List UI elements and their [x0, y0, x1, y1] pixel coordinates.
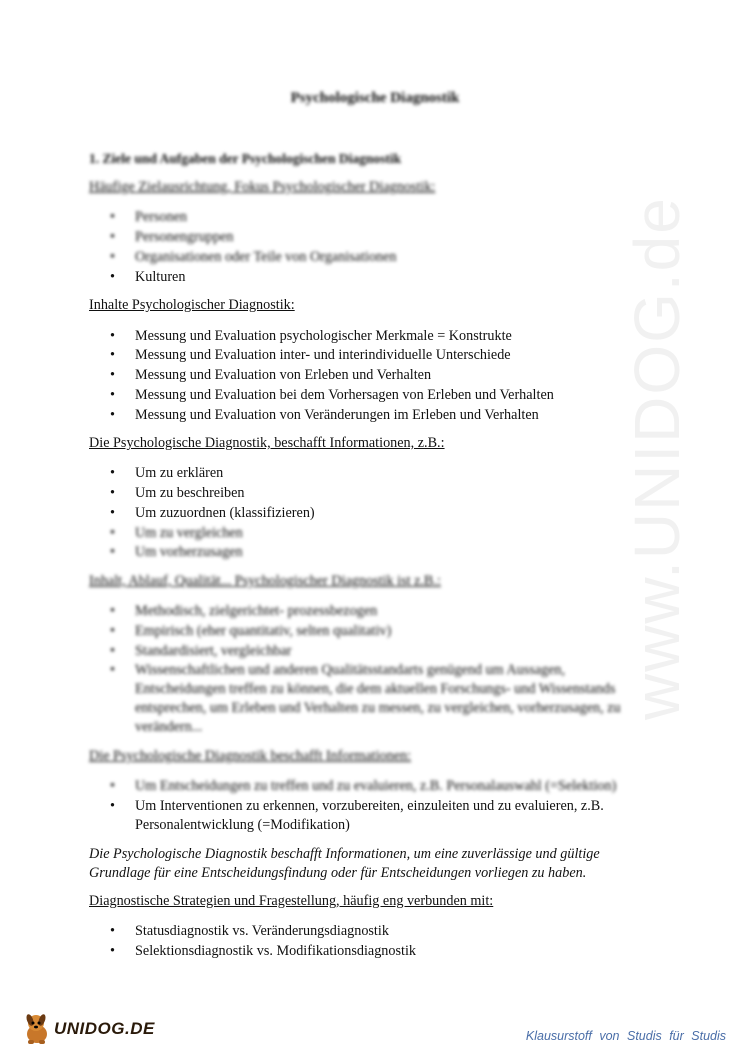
list-item: • Wissenschaftlichen und anderen Qualitätsstandarts genügend um Aussagen, [135, 661, 565, 681]
purpose-heading: Die Psychologische Diagnostik, beschafft Informationen, z.B.: [89, 435, 445, 451]
list-item: • Standardisiert, vergleichbar [135, 642, 292, 662]
list-item: • Personen [135, 208, 187, 228]
italic-paragraph-line: Grundlage für eine Entscheidungsfindung oder für Entscheidungen vorliegen zu haben. [89, 865, 587, 881]
document-title: Psychologische Diagnostik [290, 90, 460, 106]
quality-heading: Inhalt, Ablauf, Qualität... Psychologischer Diagnostik ist z.B.: [89, 573, 441, 589]
list-item: • Empirisch (eher quantitativ, selten qualitativ) [135, 622, 391, 642]
list-item: • Um Interventionen zu erkennen, vorzubereiten, einzuleiten und zu evaluieren, z.B. [135, 797, 604, 817]
list-item: • Messung und Evaluation inter- und interindividuelle Unterschiede [135, 346, 511, 366]
list-item-continuation: Entscheidungen treffen zu können, die dem aktuellen Forschungs- und Wissenstands [135, 681, 616, 697]
footer-tagline: Klausurstoff von Studis für Studis [525, 1029, 726, 1043]
focus-heading: Häufige Zielausrichtung, Fokus Psychologischer Diagnostik: [89, 179, 436, 195]
watermark-text: www.UNIDOG.de [621, 196, 693, 720]
info-heading: Die Psychologische Diagnostik beschafft Informationen: [89, 748, 412, 764]
list-item-continuation: Personalentwicklung (=Modifikation) [135, 817, 350, 833]
strategies-heading: Diagnostische Strategien und Fragestellung, häufig eng verbunden mit: [89, 893, 494, 909]
list-item: • Um Entscheidungen zu treffen und zu evaluieren, z.B. Personalauswahl (=Selektion) [135, 777, 616, 797]
list-item: • Personengruppen [135, 228, 234, 248]
list-item: • Um vorherzusagen [135, 543, 243, 563]
list-item-continuation: verändern... [135, 719, 203, 735]
list-item: • Methodisch, zielgerichtet- prozessbezogen [135, 602, 377, 622]
section-heading: 1. Ziele und Aufgaben der Psychologischen Diagnostik [89, 151, 402, 166]
list-item: • Um zuzuordnen (klassifizieren) [135, 504, 315, 524]
list-item: • Kulturen [135, 268, 185, 288]
logo-text: UNIDOG.DE [54, 1019, 155, 1038]
list-item: • Messung und Evaluation von Veränderungen im Erleben und Verhalten [135, 406, 539, 426]
list-item: • Selektionsdiagnostik vs. Modifikationsdiagnostik [135, 942, 416, 962]
contents-heading: Inhalte Psychologischer Diagnostik: [89, 297, 295, 313]
list-item: • Messung und Evaluation von Erleben und Verhalten [135, 366, 431, 386]
list-item: • Messung und Evaluation psychologischer Merkmale = Konstrukte [135, 327, 512, 347]
italic-paragraph-line: Die Psychologische Diagnostik beschafft Informationen, um eine zuverlässige und gültige [89, 846, 600, 862]
list-item: • Organisationen oder Teile von Organisationen [135, 248, 396, 268]
list-item: • Um zu vergleichen [135, 524, 243, 544]
list-item: • Um zu beschreiben [135, 484, 245, 504]
list-item-continuation: entsprechen, um Erleben und Verhalten zu messen, zu vergleichen, vorherzusagen, zu [135, 700, 621, 716]
list-item: • Messung und Evaluation bei dem Vorhersagen von Erleben und Verhalten [135, 386, 554, 406]
list-item: • Statusdiagnostik vs. Veränderungsdiagnostik [135, 922, 389, 942]
list-item: • Um zu erklären [135, 464, 223, 484]
